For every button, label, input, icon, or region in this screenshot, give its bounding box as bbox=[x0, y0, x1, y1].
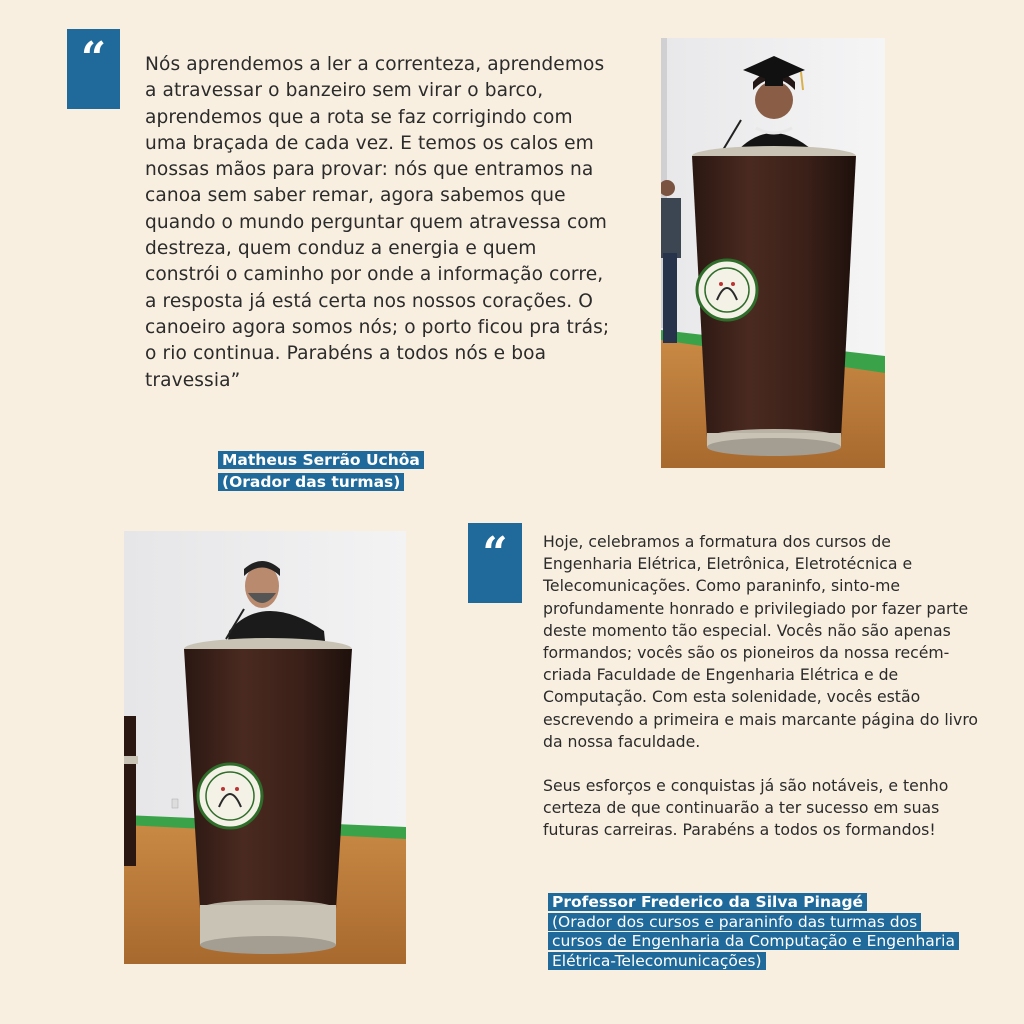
quote-mark-glyph: “ bbox=[482, 528, 508, 579]
graduate-speaker-photo bbox=[661, 38, 885, 468]
graduate-speaker-role: (Orador das turmas) bbox=[218, 473, 404, 491]
professor-speaker-photo bbox=[124, 531, 406, 964]
professor-speech-quote bbox=[543, 531, 983, 842]
graduate-speaker-name: Matheus Serrão Uchôa bbox=[218, 451, 424, 469]
quote-mark-icon bbox=[67, 29, 120, 109]
professor-speaker-signature bbox=[548, 893, 968, 971]
graduate-speech-quote: Nós aprendemos a ler a correnteza, aprendemos a atravessar o banzeiro sem virar o barco, aprendemos que a rota se faz corrigindo com uma braçada de cada vez. E temos os calos em nossas mãos para provar: nós que entramos na canoa sem saber remar, agora sabemos que quando o mundo perguntar quem atravessa com destreza, quem conduz a energia e quem constrói o caminho por onde a informação corre, a resposta já está certa nos nossos corações. O canoeiro agora somos nós; o porto ficou pra trás; o rio continua. Parabéns a todos nós e boa travessia” bbox=[145, 54, 610, 391]
professor-speech-paragraph: Seus esforços e conquistas já são notáveis, e tenho certeza de que continuarão a ter sucesso em suas futuras carreiras. Parabéns a todos os formandos! bbox=[543, 776, 949, 840]
quote-mark-icon bbox=[468, 523, 522, 603]
graduate-speaker-signature bbox=[218, 449, 424, 493]
professor-speaker-name: Professor Frederico da Silva Pinagé bbox=[548, 893, 867, 911]
quote-mark-glyph: “ bbox=[80, 33, 107, 84]
professor-speech-paragraph: Hoje, celebramos a formatura dos cursos de Engenharia Elétrica, Eletrônica, Eletrotécnica e Telecomunicações. Como paraninfo, sinto-me profundamente honrado e privilegiado por fazer parte deste momento tão especial. Vocês não são apenas formandos; vocês são os pioneiros da nossa recém-criada Faculdade de Engenharia Elétrica e de Computação. Com esta solenidade, vocês estão escrevendo a primeira e mais marcante página do livro da nossa faculdade. bbox=[543, 532, 979, 751]
professor-speaker-role: (Orador dos cursos e paraninfo das turmas dos cursos de Engenharia da Computação e Engenharia Elétrica-Telecomunicações) bbox=[548, 913, 959, 970]
